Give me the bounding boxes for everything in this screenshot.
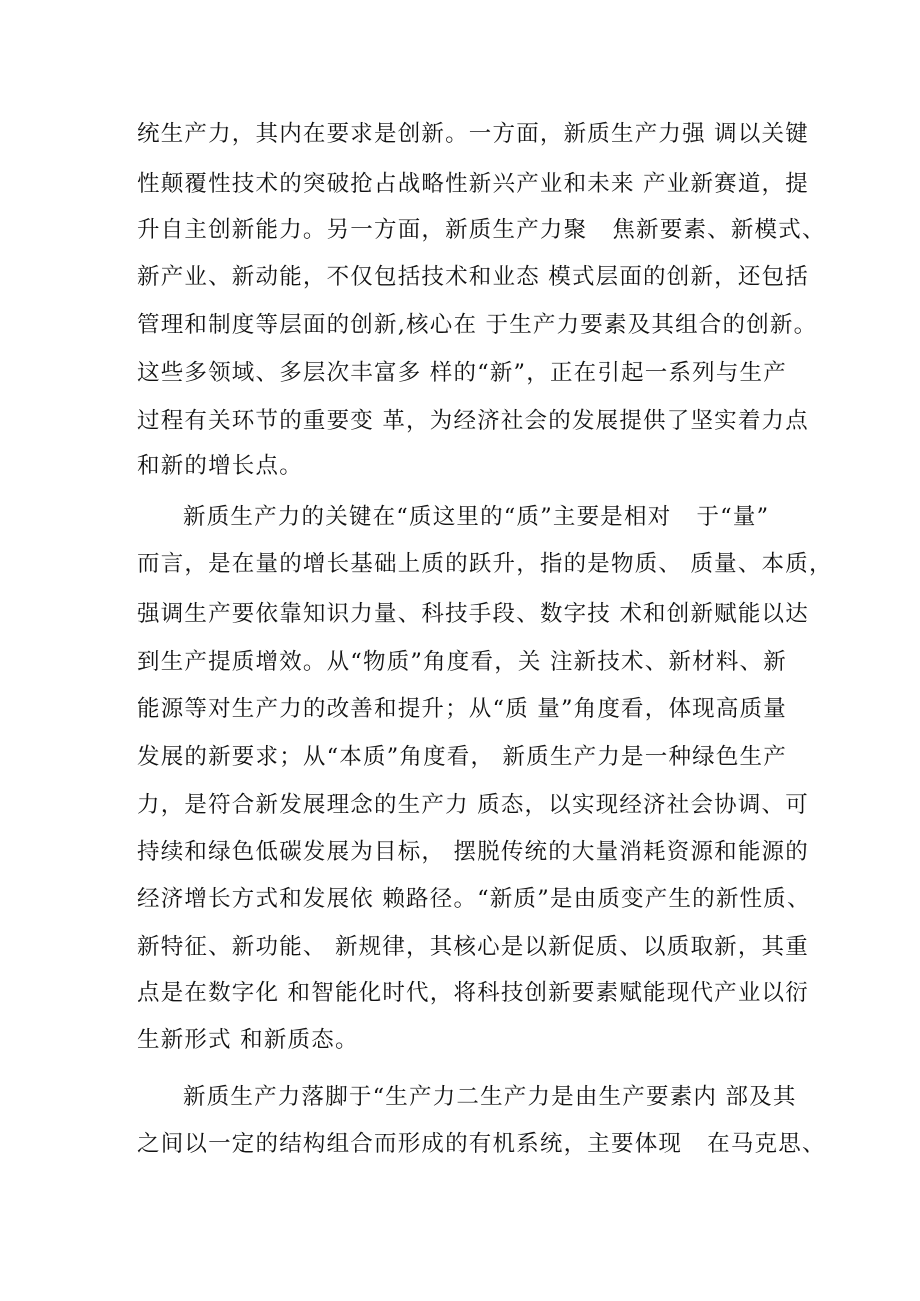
text-line: 强调生产要依靠知识力量、科技手段、数字技 术和创新赋能以达 xyxy=(137,601,809,627)
text-line: 生新形式 和新质态。 xyxy=(137,1027,359,1053)
text-line: 这些多领域、多层次丰富多 样的“新”，正在引起一系列与生产 xyxy=(137,360,787,386)
text-line: 经济增长方式和发展依 赖路径。“新质”是由质变产生的新性质、 xyxy=(137,886,811,912)
text-line: 点是在数字化 和智能化时代，将科技创新要素赋能现代产业以衍 xyxy=(137,980,809,1006)
text-line: 到生产提质增效。从“物质”角度看，关 注新技术、新材料、新 xyxy=(137,649,787,675)
text-line: 能源等对生产力的改善和提升；从“质 量”角度看，体现高质量 xyxy=(137,696,787,722)
text-line: 管理和制度等层面的创新,核心在 于生产力要素及其组合的创新。 xyxy=(137,312,818,338)
text-line: 力，是符合新发展理念的生产力 质态，以实现经济社会协调、可 xyxy=(137,792,809,818)
text-line: 新质生产力的关键在“质这里的“质”主要是相对 于“量” xyxy=(183,504,770,530)
text-line: 和新的增长点。 xyxy=(137,453,303,479)
text-line: 过程有关环节的重要变 革，为经济社会的发展提供了坚实着力点 xyxy=(137,408,809,434)
text-line: 持续和绿色低碳发展为目标， 摆脱传统的大量消耗资源和能源的 xyxy=(137,839,809,865)
text-line: 而言，是在量的增长基础上质的跃升，指的是物质、 质量、本质， xyxy=(137,551,833,577)
text-line: 发展的新要求；从“本质”角度看， 新质生产力是一种绿色生产 xyxy=(137,744,787,770)
text-line: 新产业、新动能，不仅包括技术和业态 模式层面的创新，还包括 xyxy=(137,264,809,290)
text-line: 升自主创新能力。另一方面，新质生产力聚 焦新要素、新模式、 xyxy=(137,217,826,243)
text-line: 之间以一定的结构组合而形成的有机系统，主要体现 在马克思、 xyxy=(137,1131,826,1157)
text-line: 新特征、新功能、 新规律，其核心是以新促质、以质取新，其重 xyxy=(137,934,809,960)
text-line: 性颠覆性技术的突破抢占战略性新兴产业和未来 产业新赛道，提 xyxy=(137,171,809,197)
text-line: 统生产力，其内在要求是创新。一方面，新质生产力强 调以关键 xyxy=(137,121,809,147)
text-line: 新质生产力落脚于“生产力二生产力是由生产要素内 部及其 xyxy=(183,1084,797,1110)
